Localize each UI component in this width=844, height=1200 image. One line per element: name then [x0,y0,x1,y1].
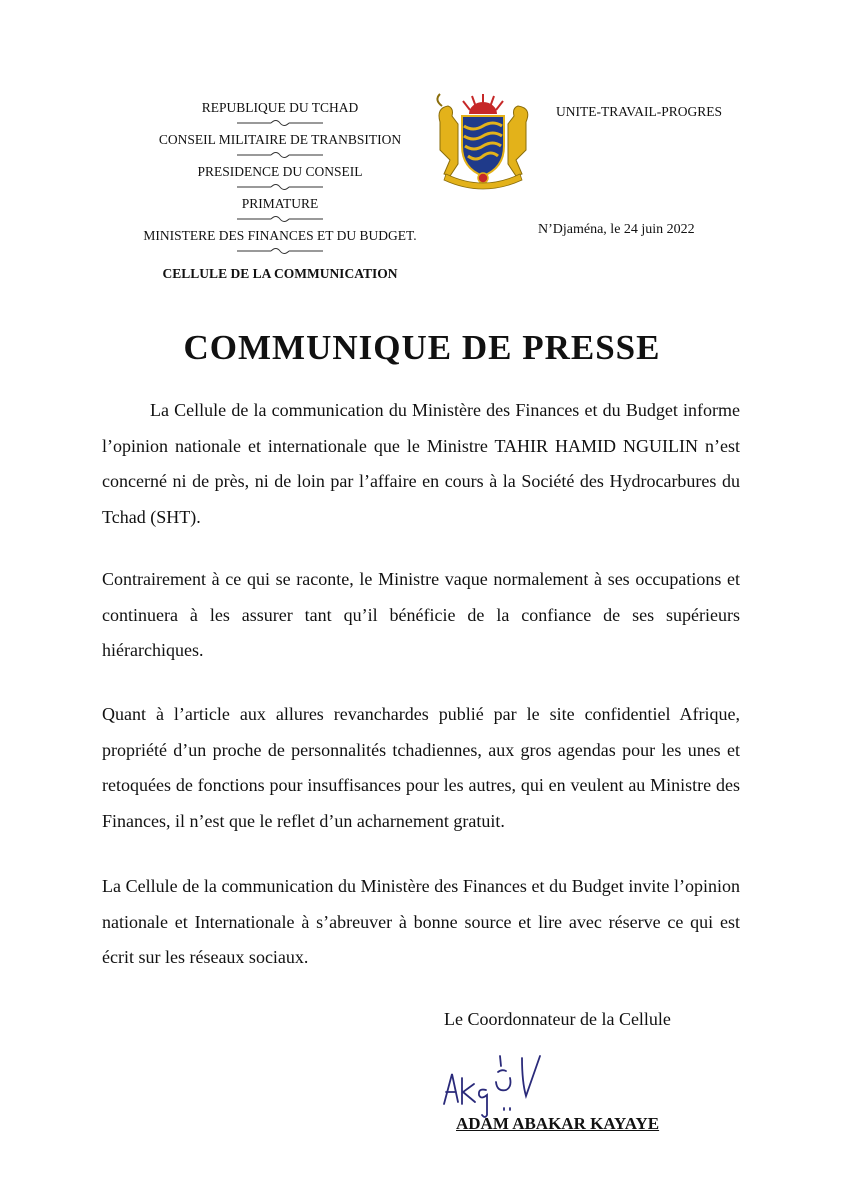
letterhead-left [100,100,460,282]
ornament-divider [100,148,460,164]
handwritten-signature [438,1048,558,1118]
document-title: COMMUNIQUE DE PRESSE [183,328,661,367]
paragraph-4: La Cellule de la communication du Ministère des Finances et du Budget invite l’opinion nationale et Internationale à s’abreuver à bonne source et lire avec réserve ce qui est écrit sur les réseaux sociaux. [102,876,740,967]
ornament-divider [100,180,460,196]
signatory-name: ADAM ABAKAR KAYAYE [456,1114,660,1133]
document-date: N’Djaména, le 24 juin 2022 [538,222,695,237]
header-cell: CELLULE DE LA COMMUNICATION [162,266,398,281]
closing-title: Le Coordonnateur de la Cellule [444,1009,671,1029]
paragraph-2: Contrairement à ce qui se raconte, le Ministre vaque normalement à ses occupations et continuera à les assurer tant qu’il bénéficie de la confiance de ses supérieurs hiérarchiques. [102,569,740,660]
header-presidency: PRESIDENCE DU CONSEIL [197,164,363,179]
paragraph-1: La Cellule de la communication du Ministère des Finances et du Budget informe l’opinion nationale et internationale que le Ministre TAHIR HAMID NGUILIN n’est concerné ni de près, ni de loin par l’affaire en cours à la Société des Hydrocarbures du Tchad (SHT). [102,400,740,527]
coat-of-arms-icon [428,92,538,192]
paragraph-3: Quant à l’article aux allures revanchardes publié par le site confidentiel Afrique, propriété d’un proche de personnalités tchadiennes, aux gros agendas pour les unes et retoquées de fonctions pour insuffisances pour les autres, qui en veulent au Ministre des Finances, il n’est que le reflet d’un acharnement gratuit. [102,704,740,831]
header-council: CONSEIL MILITAIRE DE TRANBSITION [158,132,402,147]
national-motto: UNITE-TRAVAIL-PROGRES [556,104,723,119]
ornament-divider [100,244,460,260]
ornament-divider [100,212,460,228]
header-republic: REPUBLIQUE DU TCHAD [201,100,359,115]
header-primature: PRIMATURE [241,196,319,211]
header-ministry: MINISTERE DES FINANCES ET DU BUDGET. [143,228,417,243]
ornament-divider [100,116,460,132]
